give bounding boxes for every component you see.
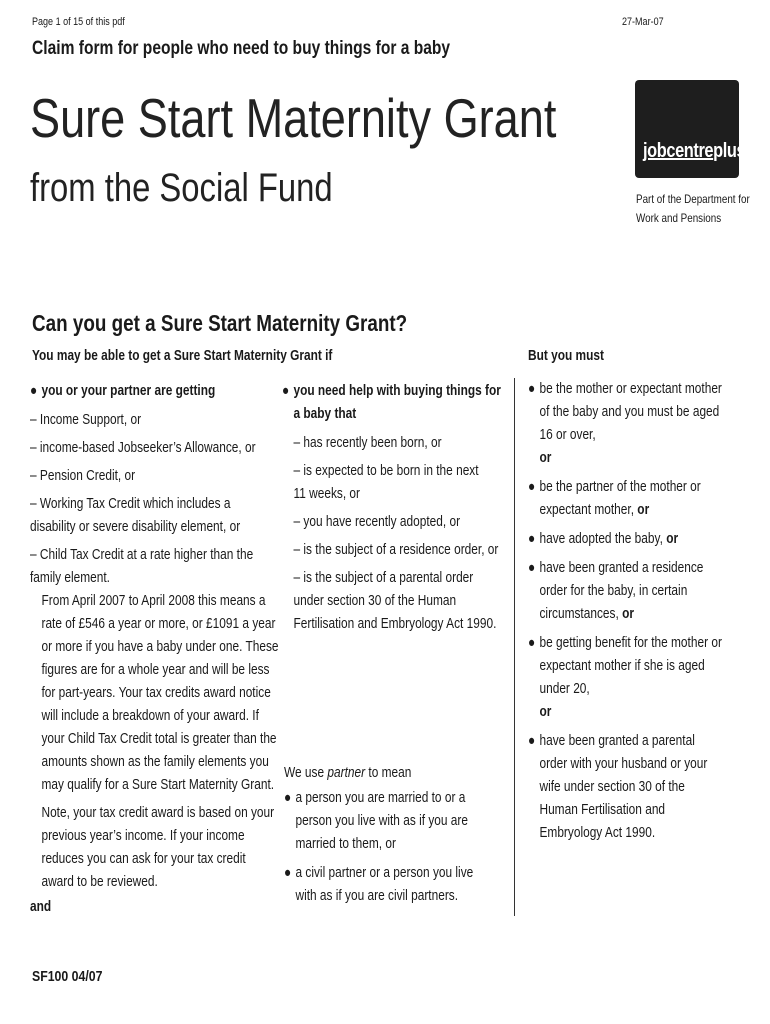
page-title-line2: from the Social Fund [30, 166, 333, 210]
tax-credit-paragraph: From April 2007 to April 2008 this means a rate of £546 a year or more, or £1091 a year or more if you have a baby under one. These figures are for a whole year and will be less for part-years. Your tax credits award notice will include a breakdown of your award. If your Child Tax Credit total is greater than the amounts shown as the family elements you may qualify for a Sure Start Maternity Grant. [41, 593, 279, 793]
list-item: ● be getting benefit for the mother or expectant mother if she is aged under 20, or [528, 632, 725, 724]
jobcentreplus-logo [635, 80, 746, 178]
list-item: ● be the partner of the mother or expectant mother, or [528, 476, 725, 522]
eligibility-heading: You may be able to get a Sure Start Maternity Grant if [32, 348, 333, 364]
benefit-item: – Working Tax Credit which includes a disability or severe disability element, or [30, 496, 241, 535]
department-note [636, 190, 750, 228]
bullet-icon: ● [528, 531, 536, 547]
bullet-icon: ● [528, 560, 536, 576]
list-item: ● you or your partner are getting [30, 380, 317, 403]
document-date: 27-Mar-07 [622, 16, 664, 28]
requirements-column [528, 378, 725, 851]
benefit-item: – Child Tax Credit at a rate higher than the family element. [30, 547, 254, 586]
list-item: ● have been granted a parental order with your husband or your wife under section 30 of the Human Fertilisation and Embryology Act 1990. [528, 730, 725, 845]
benefit-item: – Pension Credit, or [30, 468, 136, 484]
benefits-column [30, 380, 317, 919]
page-info: Page 1 of 15 of this pdf [32, 16, 125, 28]
form-code: SF100 04/07 [32, 968, 103, 985]
requirements-heading: But you must [528, 348, 604, 364]
department-line-1: Part of the Department for [636, 192, 750, 206]
list-item: ● a civil partner or a person you live with as if you are civil partners. [284, 862, 492, 908]
list-item: ● you need help with buying things for a baby that [282, 380, 507, 426]
baby-item: – is the subject of a residence order, or [293, 542, 499, 558]
list-item: ● be the mother or expectant mother of the baby and you must be aged 16 or over, or [528, 378, 725, 470]
partner-intro: We use partner to mean [284, 765, 412, 781]
column-divider [514, 378, 515, 916]
baby-column [282, 380, 520, 641]
list-item: ● have adopted the baby, or [528, 528, 725, 551]
bullet-icon: ● [282, 383, 290, 399]
baby-item: – is expected to be born in the next 11 weeks, or [293, 463, 479, 502]
bullet-icon: ● [284, 790, 292, 806]
logo-text-jobcentre: jobcentre [643, 140, 714, 162]
baby-item: – you have recently adopted, or [293, 514, 461, 530]
benefit-item: – income-based Jobseeker’s Allowance, or [30, 440, 256, 456]
baby-item: – is the subject of a parental order under section 30 of the Human Fertilisation and Embryology Act 1990. [293, 570, 497, 632]
bullet-icon: ● [30, 383, 38, 399]
bullet-icon: ● [528, 635, 536, 651]
section-heading: Can you get a Sure Start Maternity Grant? [32, 310, 408, 336]
bullet-icon: ● [528, 733, 536, 749]
bullet-icon: ● [528, 381, 536, 397]
department-line-2: Work and Pensions [636, 211, 722, 225]
bullet-icon: ● [284, 865, 292, 881]
form-subtitle: Claim form for people who need to buy things for a baby [32, 38, 451, 59]
tax-credit-note: Note, your tax credit award is based on your previous year’s income. If your income reduces you can ask for your tax credit award to be reviewed. [41, 805, 275, 890]
bullet-icon: ● [528, 479, 536, 495]
list-item: ● a person you are married to or a person you live with as if you are married to them, or [284, 787, 492, 856]
baby-item: – has recently been born, or [293, 435, 442, 451]
and-conjunction: and [30, 899, 52, 915]
list-item: ● have been granted a residence order for the baby, in certain circumstances, or [528, 557, 725, 626]
logo-text-plus: plus [713, 140, 746, 162]
partner-definition [284, 762, 505, 914]
page-title: Sure Start Maternity Grant [30, 87, 557, 149]
benefit-item: – Income Support, or [30, 412, 142, 428]
